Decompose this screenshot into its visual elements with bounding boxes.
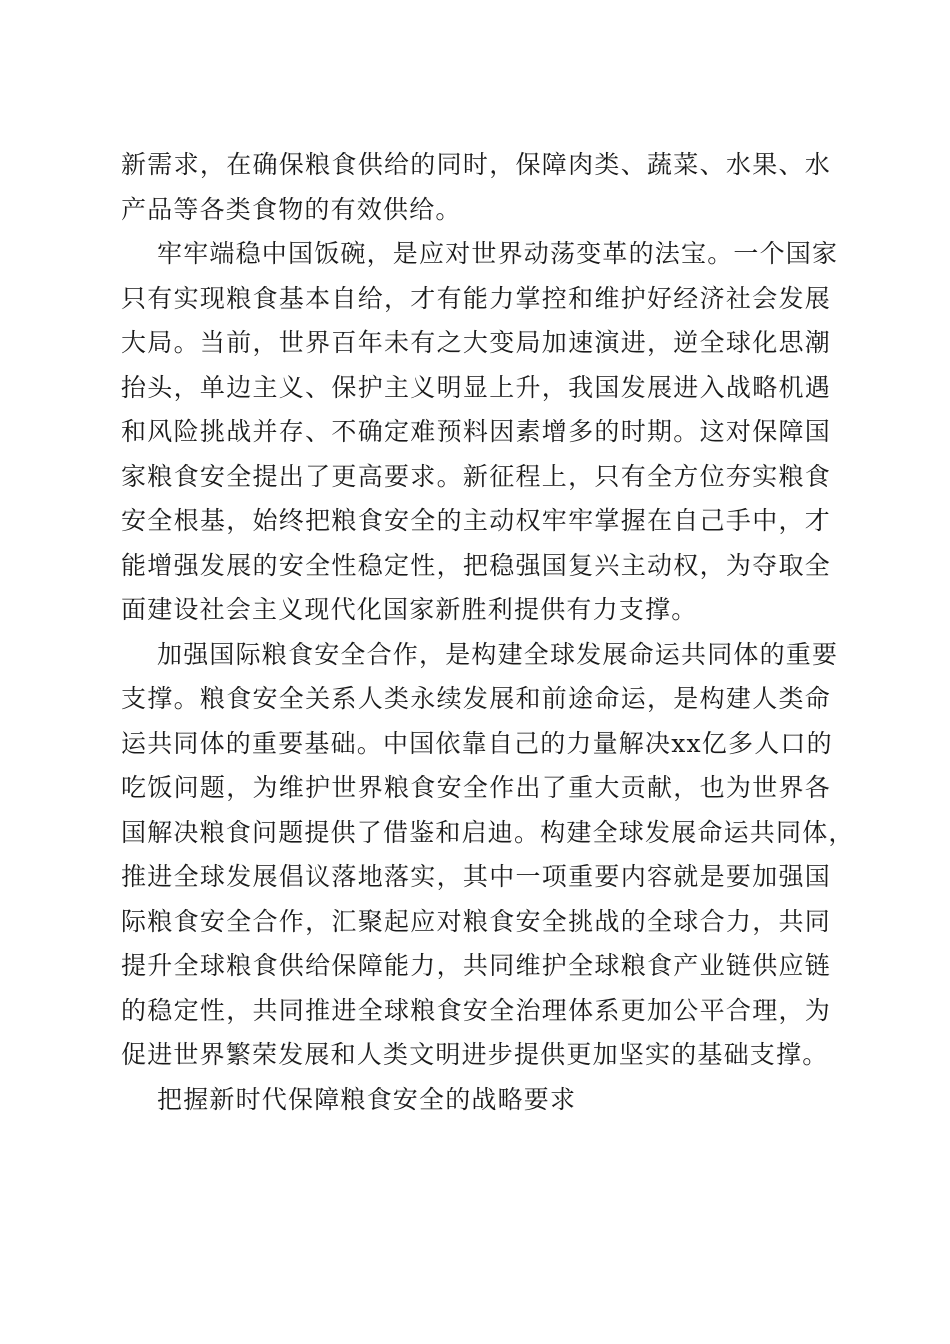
text-line: 加强国际粮食安全合作，是构建全球发展命运共同体的重要 — [157, 639, 839, 669]
text-line: 面建设社会主义现代化国家新胜利提供有力支撑。 — [121, 595, 698, 624]
text-line: 和风险挑战并存、不确定难预料因素增多的时期。这对保障国 — [121, 417, 831, 446]
text-line: 牢牢端稳中国饭碗，是应对世界动荡变革的法宝。一个国家 — [157, 239, 839, 268]
text-line: 促进世界繁荣发展和人类文明进步提供更加坚实的基础支撑。 — [121, 1040, 829, 1069]
text-line: 安全根基，始终把粮食安全的主动权牢牢掌握在自己手中，才 — [121, 506, 831, 535]
text-line: 推进全球发展倡议落地落实，其中一项重要内容就是要加强国 — [121, 862, 831, 891]
section-heading — [121, 1078, 831, 1123]
text-line: 国解决粮食问题提供了借鉴和启迪。构建全球发展命运共同体， — [121, 817, 855, 847]
text-line: 新需求，在确保粮食供给的同时，保障肉类、蔬菜、水果、水 — [121, 150, 831, 179]
text-line: 的稳定性，共同推进全球粮食安全治理体系更加公平合理，为 — [121, 995, 831, 1025]
text-line: 大局。当前，世界百年未有之大变局加速演进，逆全球化思潮 — [121, 328, 831, 357]
text-line: 产品等各类食物的有效供给。 — [121, 194, 462, 224]
document-body — [121, 143, 855, 1122]
text-line: 家粮食安全提出了更高要求。新征程上，只有全方位夯实粮食 — [121, 461, 831, 491]
text-line: 把握新时代保障粮食安全的战略要求 — [157, 1084, 577, 1114]
text-line: 际粮食安全合作，汇聚起应对粮食安全挑战的全球合力，共同 — [121, 906, 831, 936]
text-line: 只有实现粮食基本自给，才有能力掌控和维护好经济社会发展 — [121, 283, 831, 313]
paragraph — [121, 232, 839, 633]
text-line: 提升全球粮食供给保障能力，共同维护全球粮食产业链供应链 — [121, 951, 831, 980]
paragraph — [121, 633, 855, 1078]
text-line: 能增强发展的安全性稳定性，把稳强国复兴主动权，为夺取全 — [121, 550, 831, 580]
text-line: 运共同体的重要基础。中国依靠自己的力量解决xx亿多人口的 — [121, 728, 833, 758]
text-line: 抬头，单边主义、保护主义明显上升，我国发展进入战略机遇 — [121, 372, 831, 402]
paragraph — [121, 143, 831, 232]
text-line: 吃饭问题，为维护世界粮食安全作出了重大贡献，也为世界各 — [121, 773, 831, 802]
text-line: 支撑。粮食安全关系人类永续发展和前途命运，是构建人类命 — [121, 684, 831, 713]
